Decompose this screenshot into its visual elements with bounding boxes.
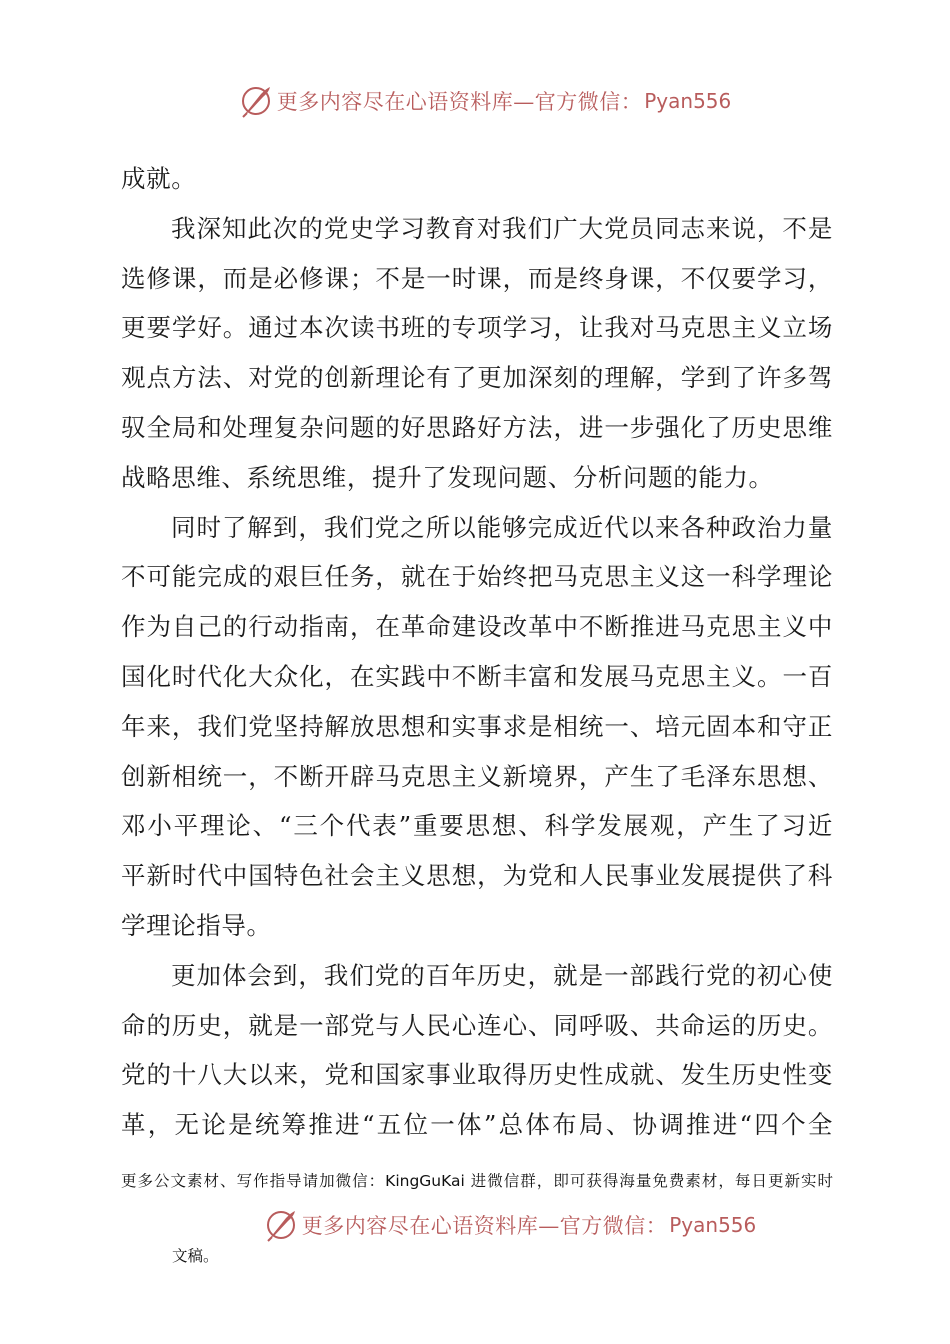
- watermark-wechat-id: Pyan556: [644, 89, 732, 113]
- paragraph-line: 国化时代化大众化，在实践中不断丰富和发展马克思主义。一百: [121, 661, 833, 691]
- paragraph-line: 我深知此次的党史学习教育对我们广大党员同志来说，不是: [171, 213, 833, 243]
- paragraph-line: 选修课，而是必修课；不是一时课，而是终身课，不仅要学习，: [121, 263, 833, 293]
- paragraph-line: 革，无论是统筹推进“五位一体”总体布局、协调推进“四个全: [121, 1110, 833, 1140]
- paragraph-line: 同时了解到，我们党之所以能够完成近代以来各种政治力量: [171, 512, 833, 542]
- paragraph-line: 邓小平理论、“三个代表”重要思想、科学发展观，产生了习近: [121, 811, 833, 841]
- paragraph-line: 学理论指导。: [121, 910, 272, 940]
- paragraph-line: 驭全局和处理复杂问题的好思路好方法，进一步强化了历史思维: [121, 412, 833, 442]
- paragraph-line: 年来，我们党坚持解放思想和实事求是相统一、培元固本和守正: [121, 711, 833, 741]
- watermark-text: 更多内容尽在心语资料库—官方微信：: [276, 90, 643, 114]
- paragraph-line: 命的历史，就是一部党与人民心连心、同呼吸、共命运的历史。: [121, 1010, 833, 1040]
- paragraph-line: 党的十八大以来，党和国家事业取得历史性成就、发生历史性变: [121, 1060, 833, 1090]
- paragraph-line: 更要学好。通过本次读书班的专项学习，让我对马克思主义立场: [121, 313, 833, 343]
- paragraph-line: 战略思维、系统思维，提升了发现问题、分析问题的能力。: [121, 462, 774, 492]
- paragraph-line: 创新相统一，不断开辟马克思主义新境界，产生了毛泽东思想、: [121, 761, 833, 791]
- footer-note: 更多公文素材、写作指导请加微信：KingGuKai 进微信群，即可获得海量免费素材，每日更新实时: [121, 1172, 833, 1190]
- paragraph-line: 平新时代中国特色社会主义思想，为党和人民事业发展提供了科: [121, 861, 833, 891]
- paragraph-line: 观点方法、对党的创新理论有了更加深刻的理解，学到了许多驾: [121, 363, 833, 393]
- quill-logo-icon: [264, 1208, 298, 1242]
- paragraph-line: 更加体会到，我们党的百年历史，就是一部践行党的初心使: [171, 960, 833, 990]
- header-watermark: [0, 84, 950, 118]
- footer-watermark: [0, 1208, 950, 1242]
- document-body: [121, 154, 833, 1150]
- paragraph-line: 不可能完成的艰巨任务，就在于始终把马克思主义这一科学理论: [121, 562, 833, 592]
- watermark-text: 更多内容尽在心语资料库—官方微信：: [301, 1214, 668, 1238]
- watermark-wechat-id: Pyan556: [669, 1213, 757, 1237]
- quill-logo-icon: [239, 84, 273, 118]
- paragraph-line: 成就。: [121, 164, 197, 193]
- footer-note-end: 文稿。: [172, 1247, 219, 1265]
- paragraph-line: 作为自己的行动指南，在革命建设改革中不断推进马克思主义中: [121, 612, 833, 642]
